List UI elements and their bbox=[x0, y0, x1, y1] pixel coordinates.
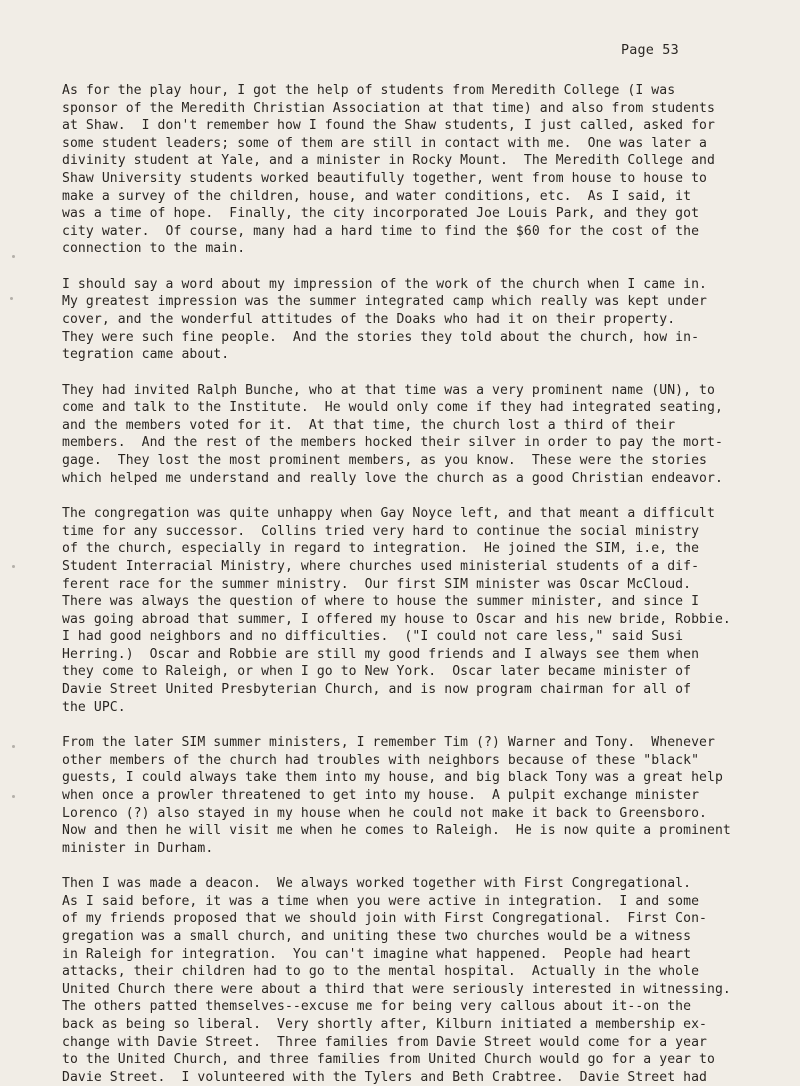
margin-mark bbox=[12, 745, 15, 748]
text-line: From the later SIM summer ministers, I remember Tim (?) Warner and Tony. Whenever bbox=[62, 735, 715, 751]
text-line: minister in Durham. bbox=[62, 840, 214, 856]
text-line: divinity student at Yale, and a minister in Rocky Mount. The Meredith College and bbox=[62, 153, 715, 169]
text-line: I had good neighbors and no difficulties. ("I could not care less," said Susi bbox=[62, 629, 684, 645]
text-line: United Church there were about a third that were seriously interested in witnessing. bbox=[62, 981, 731, 997]
text-line: As I said before, it was a time when you were active in integration. I and some bbox=[62, 893, 700, 909]
text-line: city water. Of course, many had a hard time to find the $60 for the cost of the bbox=[62, 223, 700, 239]
paragraph bbox=[62, 382, 774, 488]
text-line: Davie Street United Presbyterian Church, and is now program chairman for all of bbox=[62, 682, 692, 698]
paragraph-gap bbox=[62, 857, 774, 875]
text-line: the UPC. bbox=[62, 699, 126, 715]
text-line: The others patted themselves--excuse me for being very callous about it--on the bbox=[62, 999, 692, 1015]
paragraph bbox=[62, 505, 774, 716]
paragraph-gap bbox=[62, 258, 774, 276]
text-line: when once a prowler threatened to get into my house. A pulpit exchange minister bbox=[62, 787, 700, 803]
text-line: There was always the question of where to house the summer minister, and since I bbox=[62, 594, 700, 610]
margin-mark bbox=[10, 297, 13, 300]
text-line: They had invited Ralph Bunche, who at that time was a very prominent name (UN), to bbox=[62, 382, 715, 398]
text-line: they come to Raleigh, or when I go to New York. Oscar later became minister of bbox=[62, 664, 692, 680]
text-line: some student leaders; some of them are still in contact with me. One was later a bbox=[62, 135, 708, 151]
text-line: The congregation was quite unhappy when Gay Noyce left, and that meant a difficult bbox=[62, 506, 715, 522]
text-line: As for the play hour, I got the help of students from Meredith College (I was bbox=[62, 83, 676, 98]
text-line: Lorenco (?) also stayed in my house when he could not make it back to Greensboro. bbox=[62, 805, 708, 821]
text-line: Davie Street. I volunteered with the Tylers and Beth Crabtree. Davie Street had bbox=[62, 1069, 708, 1085]
text-line: other members of the church had troubles with neighbors because of these "black" bbox=[62, 752, 700, 768]
text-line: Shaw University students worked beautifully together, went from house to house to bbox=[62, 170, 708, 186]
text-line: gregation was a small church, and uniting these two churches would be a witness bbox=[62, 928, 692, 944]
margin-mark bbox=[12, 565, 15, 568]
document-body bbox=[62, 82, 774, 1086]
text-line: tegration came about. bbox=[62, 347, 230, 363]
text-line: change with Davie Street. Three families from Davie Street would come for a year bbox=[62, 1034, 708, 1050]
text-line: sponsor of the Meredith Christian Association at that time) and also from students bbox=[62, 100, 715, 116]
paragraph-gap bbox=[62, 487, 774, 505]
text-line: come and talk to the Institute. He would only come if they had integrated seating, bbox=[62, 400, 723, 416]
text-line: was a time of hope. Finally, the city incorporated Joe Louis Park, and they got bbox=[62, 206, 700, 222]
text-line: They were such fine people. And the stories they told about the church, how in- bbox=[62, 329, 700, 345]
text-line: guests, I could always take them into my house, and big black Tony was a great help bbox=[62, 770, 723, 786]
text-line: of my friends proposed that we should join with First Congregational. First Con- bbox=[62, 911, 708, 927]
text-line: at Shaw. I don't remember how I found the Shaw students, I just called, asked for bbox=[62, 118, 715, 134]
paragraph-gap bbox=[62, 364, 774, 382]
page-number: Page 53 bbox=[621, 43, 679, 58]
paragraph bbox=[62, 82, 774, 258]
text-line: members. And the rest of the members hocked their silver in order to pay the mort- bbox=[62, 435, 723, 451]
text-line: ferent race for the summer ministry. Our first SIM minister was Oscar McCloud. bbox=[62, 576, 692, 592]
text-line: Herring.) Oscar and Robbie are still my good friends and I always see them when bbox=[62, 646, 700, 662]
text-line: connection to the main. bbox=[62, 241, 246, 257]
text-line: make a survey of the children, house, and water conditions, etc. As I said, it bbox=[62, 188, 692, 204]
text-line: attacks, their children had to go to the mental hospital. Actually in the whole bbox=[62, 964, 700, 980]
paragraph bbox=[62, 276, 774, 364]
paragraph bbox=[62, 875, 774, 1086]
margin-mark bbox=[12, 255, 15, 258]
text-line: in Raleigh for integration. You can't imagine what happened. People had heart bbox=[62, 946, 692, 962]
text-line: My greatest impression was the summer integrated camp which really was kept under bbox=[62, 294, 708, 310]
text-line: Then I was made a deacon. We always worked together with First Congregational. bbox=[62, 876, 692, 892]
text-line: was going abroad that summer, I offered my house to Oscar and his new bride, Robbie. bbox=[62, 611, 731, 627]
text-line: to the United Church, and three families from United Church would go for a year to bbox=[62, 1052, 715, 1068]
text-line: Now and then he will visit me when he comes to Raleigh. He is now quite a prominent bbox=[62, 823, 731, 839]
paragraph bbox=[62, 734, 774, 857]
text-line: Student Interracial Ministry, where churches used ministerial students of a dif- bbox=[62, 558, 700, 574]
text-line: time for any successor. Collins tried very hard to continue the social ministry bbox=[62, 523, 700, 539]
text-line: cover, and the wonderful attitudes of the Doaks who had it on their property. bbox=[62, 312, 676, 328]
text-line: which helped me understand and really love the church as a good Christian endeavor. bbox=[62, 470, 723, 486]
text-line: I should say a word about my impression of the work of the church when I came in. bbox=[62, 276, 708, 292]
margin-mark bbox=[12, 795, 15, 798]
text-line: and the members voted for it. At that time, the church lost a third of their bbox=[62, 417, 676, 433]
text-line: gage. They lost the most prominent members, as you know. These were the stories bbox=[62, 453, 708, 469]
text-line: of the church, especially in regard to integration. He joined the SIM, i.e, the bbox=[62, 541, 700, 557]
text-line: back as being so liberal. Very shortly after, Kilburn initiated a membership ex- bbox=[62, 1016, 708, 1032]
paragraph-gap bbox=[62, 716, 774, 734]
